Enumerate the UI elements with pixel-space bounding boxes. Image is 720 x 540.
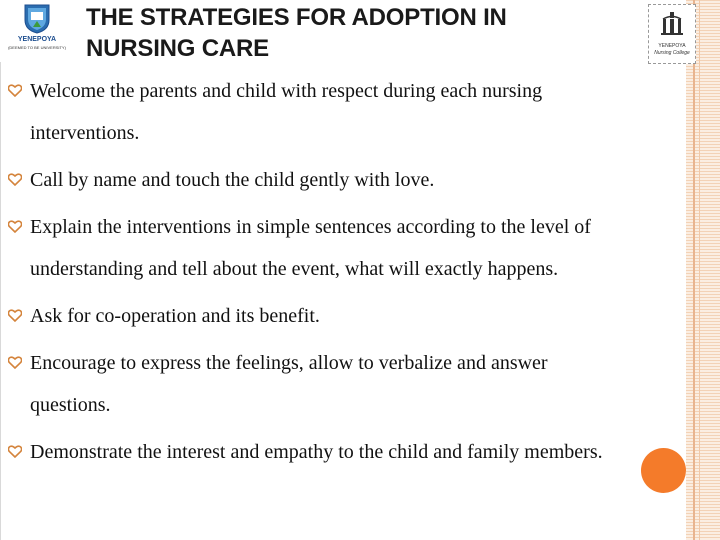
bullet-text: Welcome the parents and child with respect during each nursing [30, 80, 543, 102]
bullet-icon [8, 309, 22, 322]
logo-line: YENEPOYA [658, 43, 686, 49]
page-title [86, 2, 626, 64]
title-line: THE STRATEGIES FOR ADOPTION IN [86, 4, 507, 31]
bullet-text: Call by name and touch the child gently with love. [30, 169, 435, 191]
bullet-icon [8, 445, 22, 458]
bullet-icon [8, 173, 22, 186]
bullet-icon [8, 356, 22, 369]
logo-line: Nursing College [654, 50, 690, 56]
left-divider [0, 62, 1, 540]
decorative-band-line [693, 0, 695, 540]
university-logo [4, 2, 70, 62]
bullet-text: Explain the interventions in simple sentences according to the level of [30, 216, 591, 238]
nursing-college-logo [648, 4, 696, 64]
logo-subtitle: (DEEMED TO BE UNIVERSITY) [8, 45, 66, 50]
bullet-text: interventions. [30, 122, 140, 144]
bullet-text: Demonstrate the interest and empathy to the child and family members. [30, 441, 603, 463]
shield-icon [24, 4, 50, 34]
bullet-icon [8, 220, 22, 233]
logo-name: YENEPOYA [17, 36, 57, 43]
title-line: NURSING CARE [86, 35, 269, 62]
bullet-text: questions. [30, 394, 111, 416]
college-emblem-icon [659, 11, 685, 37]
decorative-right-band [686, 0, 720, 540]
bullet-text: understanding and tell about the event, what will exactly happens. [30, 258, 559, 280]
bullet-text: Encourage to express the feelings, allow to verbalize and answer [30, 352, 548, 374]
decorative-orange-circle [641, 448, 686, 493]
decorative-band-line [699, 0, 700, 540]
bullet-text: Ask for co-operation and its benefit. [30, 305, 320, 327]
bullet-icon [8, 84, 22, 97]
